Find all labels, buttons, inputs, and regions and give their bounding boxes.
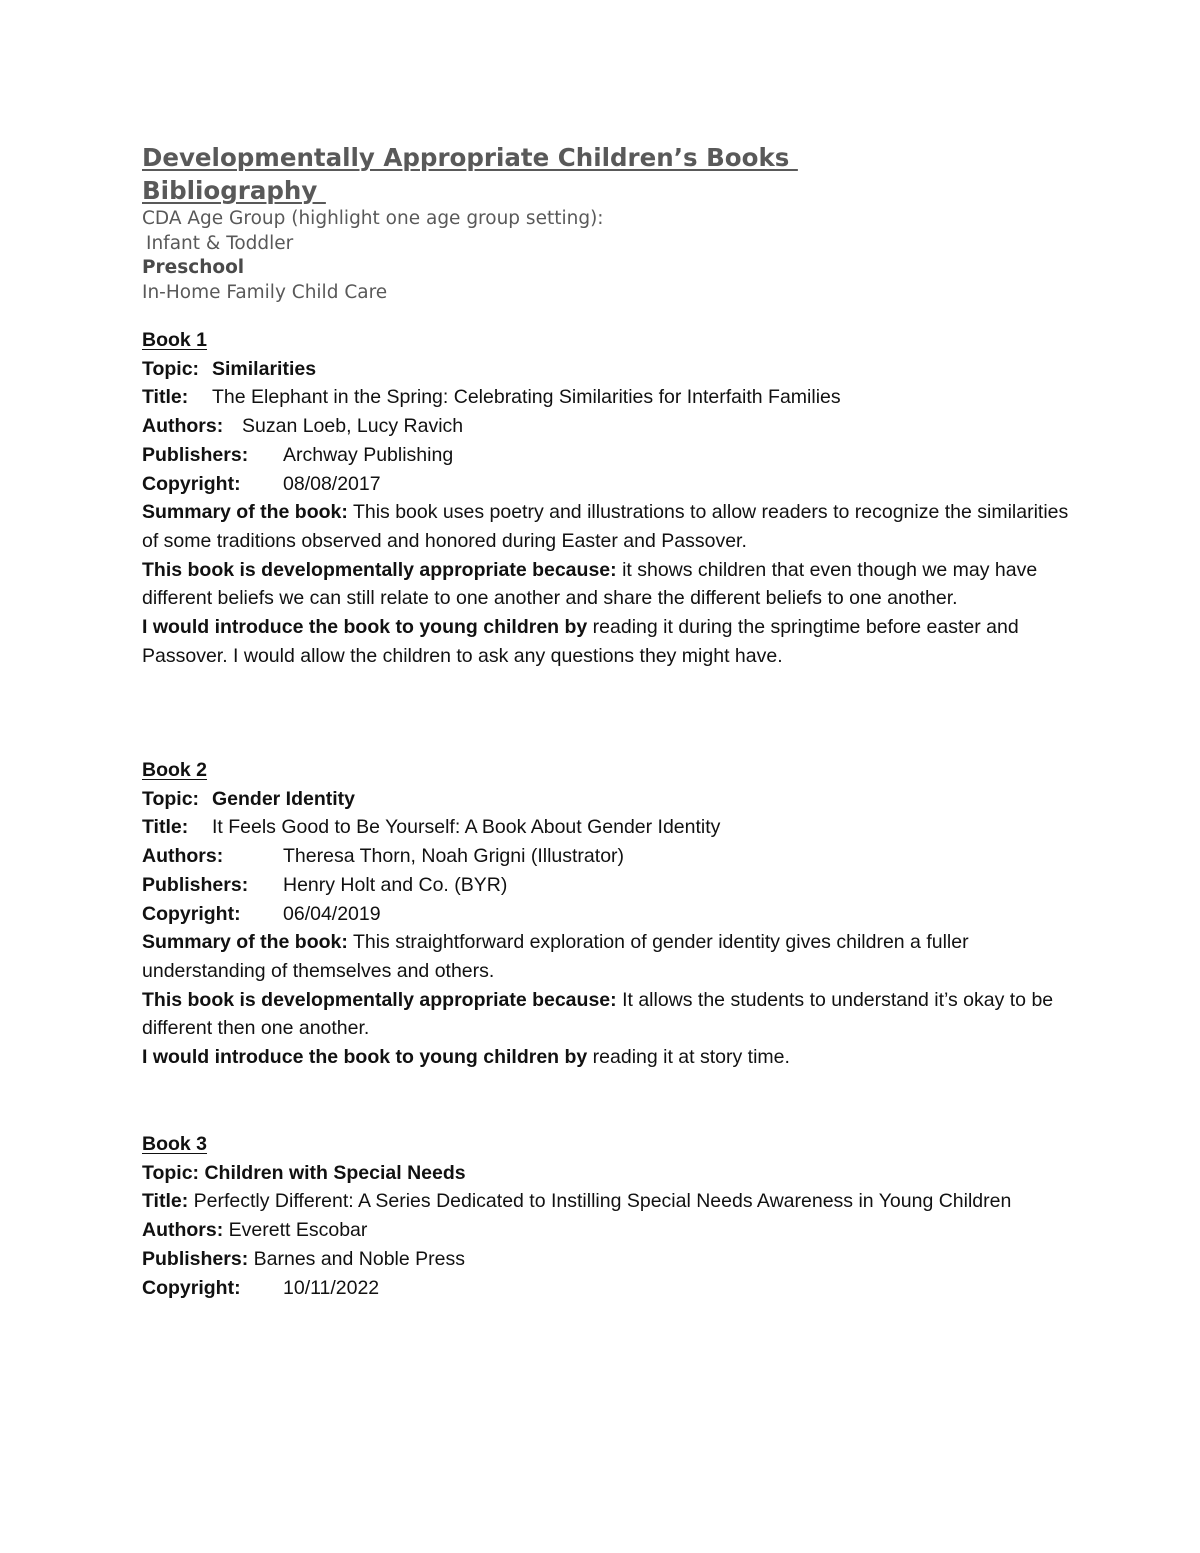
book-publishers	[142, 441, 1072, 470]
summary-label: Summary of the book:	[142, 501, 348, 524]
summary-text: This straightforward exploration of gender identity gives children a fuller understanding of themselves and others.	[142, 931, 969, 982]
authors-value: Suzan Loeb, Lucy Ravich	[242, 415, 464, 438]
topic-label: Topic:	[142, 787, 200, 810]
book-summary	[142, 928, 1072, 985]
introduce-label: I would introduce the book to young children by	[142, 616, 588, 639]
appropriate-text: it shows children that even though we may have different beliefs we can still relate to one another and share the different beliefs to one another.	[142, 558, 1038, 610]
copyright-label: Copyright:	[142, 472, 241, 495]
title-value: It Feels Good to Be Yourself: A Book About Gender Identity	[212, 816, 721, 839]
appropriate-label: This book is developmentally appropriate because:	[142, 558, 617, 581]
copyright-label: Copyright:	[142, 902, 241, 925]
book-summary	[142, 498, 1072, 555]
document-title	[142, 141, 1102, 207]
introduce-label: I would introduce the book to young children by	[142, 1046, 588, 1069]
summary-label: Summary of the book:	[142, 931, 348, 954]
book-appropriateness	[142, 986, 1072, 1043]
appropriate-text: It allows the students to understand it’s okay to be different then one another.	[142, 988, 1054, 1040]
title-value: The Elephant in the Spring: Celebrating Similarities for Interfaith Families	[212, 386, 841, 409]
introduce-text: reading it during the springtime before easter and Passover. I would allow the children to ask any questions they might have.	[142, 616, 1019, 667]
book-authors	[142, 842, 1072, 871]
age-group-in-home: In-Home Family Child Care	[142, 281, 388, 303]
book-heading: Book 2	[142, 759, 208, 781]
book-heading: Book 1	[142, 329, 208, 351]
book-topic	[142, 785, 1072, 814]
copyright-value: 08/08/2017	[283, 472, 381, 495]
book-entry-1	[142, 326, 1072, 670]
book-topic	[142, 355, 1072, 384]
title-label: Title:	[142, 1190, 189, 1213]
book-topic	[142, 1159, 1072, 1188]
book-title	[142, 813, 1072, 842]
book-entry-2	[142, 756, 1072, 1072]
introduce-text: reading it at story time.	[592, 1046, 790, 1069]
book-title	[142, 1187, 1072, 1216]
age-group-infant-toddler: Infant & Toddler	[146, 232, 294, 254]
publishers-value: Archway Publishing	[283, 443, 454, 466]
appropriate-label: This book is developmentally appropriate because:	[142, 988, 617, 1011]
book-appropriateness	[142, 556, 1072, 613]
book-copyright	[142, 900, 1072, 929]
book-authors	[142, 1216, 1072, 1245]
topic-value: Gender Identity	[212, 787, 356, 810]
document-title-line-1: Developmentally Appropriate Children’s Books	[142, 143, 798, 172]
authors-label: Authors:	[142, 1219, 224, 1242]
book-publishers	[142, 1245, 1072, 1274]
authors-value: Everett Escobar	[228, 1219, 368, 1242]
age-group-preschool: Preschool	[142, 257, 245, 278]
title-value: Perfectly Different: A Series Dedicated to Instilling Special Needs Awareness in Young Children	[193, 1190, 1012, 1213]
book-introduction	[142, 1043, 1072, 1072]
book-copyright	[142, 1274, 1072, 1303]
publishers-label: Publishers:	[142, 443, 249, 466]
book-heading: Book 3	[142, 1133, 208, 1155]
summary-text: This book uses poetry and illustrations to allow readers to recognize the similarities of some traditions observed and honored during Easter and Passover.	[142, 501, 1069, 552]
publishers-value: Henry Holt and Co. (BYR)	[283, 873, 508, 896]
topic-label: Topic:	[142, 1161, 200, 1184]
document-title-line-2: Bibliography	[142, 176, 326, 205]
publishers-label: Publishers:	[142, 873, 249, 896]
document-header	[142, 141, 1102, 305]
publishers-label: Publishers:	[142, 1247, 249, 1270]
copyright-label: Copyright:	[142, 1276, 241, 1299]
book-title	[142, 383, 1072, 412]
book-copyright	[142, 470, 1072, 499]
topic-label: Topic:	[142, 357, 200, 380]
book-publishers	[142, 871, 1072, 900]
publishers-value: Barnes and Noble Press	[253, 1247, 465, 1270]
authors-label: Authors:	[142, 415, 224, 438]
book-entry-3	[142, 1130, 1072, 1302]
copyright-value: 10/11/2022	[283, 1276, 380, 1299]
book-authors	[142, 412, 1072, 441]
authors-label: Authors:	[142, 845, 224, 868]
age-group-prompt: CDA Age Group (highlight one age group setting):	[142, 208, 604, 229]
book-introduction	[142, 613, 1072, 670]
title-label: Title:	[142, 816, 189, 839]
authors-value: Theresa Thorn, Noah Grigni (Illustrator)	[283, 845, 625, 868]
topic-value: Children with Special Needs	[204, 1161, 466, 1184]
copyright-value: 06/04/2019	[283, 902, 381, 925]
topic-value: Similarities	[212, 357, 317, 380]
title-label: Title:	[142, 386, 189, 409]
